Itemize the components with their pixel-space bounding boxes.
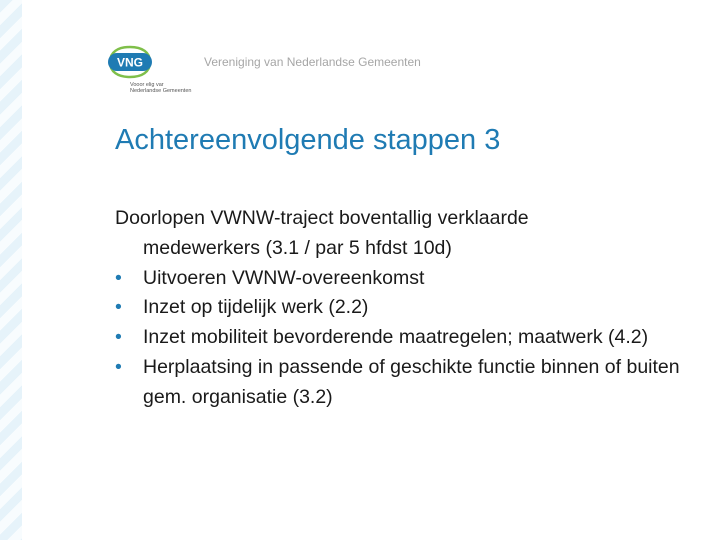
intro-line: Doorlopen VWNW-traject boventallig verklaarde [115, 207, 529, 229]
bullet-item [115, 353, 695, 413]
bullet-icon: • [115, 296, 122, 319]
logo-tagline-line: Vooor elig var [130, 82, 164, 88]
logo-tagline-line: Nederlandse Gemeenten [130, 88, 192, 94]
vng-logo [104, 44, 196, 96]
organization-name: Vereniging van Nederlandse Gemeenten [204, 55, 421, 69]
bullet-item [115, 293, 695, 323]
bullet-icon: • [115, 266, 122, 289]
slide-body [115, 204, 695, 413]
bullet-item [115, 264, 695, 294]
intro-line: medewerkers (3.1 / par 5 hfdst 10d) [143, 236, 452, 259]
bullet-list [115, 264, 695, 413]
bullet-text: Inzet op tijdelijk werk (2.2) [143, 296, 369, 319]
bullet-icon: • [115, 326, 122, 349]
logo-text: VNG [116, 55, 144, 70]
vng-logo-mark [104, 44, 156, 80]
bullet-item [115, 323, 695, 353]
slide-title: Achtereenvolgende stappen 3 [115, 124, 501, 156]
logo-tagline [130, 82, 191, 94]
decorative-side-band [0, 0, 22, 540]
intro-paragraph [115, 204, 695, 264]
bullet-text: Herplaatsing in passende of geschikte functie binnen of buiten gem. organisatie (3.2) [143, 355, 680, 408]
bullet-text: Inzet mobiliteit bevorderende maatregelen; maatwerk (4.2) [143, 326, 649, 349]
bullet-text: Uitvoeren VWNW-overeenkomst [143, 266, 425, 289]
bullet-icon: • [115, 355, 122, 378]
